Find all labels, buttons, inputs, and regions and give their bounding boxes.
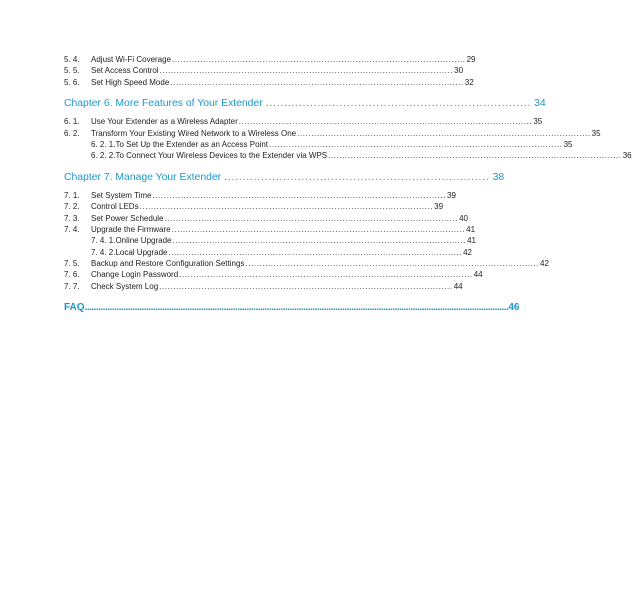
toc-entry[interactable] bbox=[64, 259, 549, 270]
toc-entry[interactable] bbox=[64, 66, 464, 77]
entry-number: 7. 5. bbox=[64, 259, 80, 269]
toc-subentry[interactable] bbox=[64, 139, 573, 151]
table-of-contents bbox=[64, 55, 632, 316]
entry-title: Control LEDs bbox=[91, 202, 139, 212]
entry-page: 39 bbox=[447, 190, 456, 200]
toc-entry[interactable] bbox=[64, 128, 601, 140]
dot-leader: ........................................................................................................ bbox=[139, 202, 434, 212]
dot-leader: ........................................................................................................ bbox=[172, 236, 467, 246]
entry-number: 6. 2. bbox=[64, 128, 80, 138]
toc-entry[interactable] bbox=[64, 224, 476, 236]
dot-leader: ........................................................................................................ bbox=[152, 190, 447, 200]
entry-number: 6. 1. bbox=[64, 117, 80, 127]
entry-title: Set Access Control bbox=[91, 66, 159, 76]
chapter-page: 38 bbox=[492, 171, 505, 183]
entry-page: 44 bbox=[473, 270, 483, 280]
entry-page: 41 bbox=[466, 224, 476, 234]
toc-entry[interactable] bbox=[64, 213, 468, 225]
chapter-title: Chapter 7. Manage Your Extender bbox=[64, 171, 222, 183]
dot-leader: ........................................................................ bbox=[224, 171, 490, 183]
entry-page: 36 bbox=[622, 151, 632, 161]
entry-page: 29 bbox=[466, 55, 476, 64]
chapter-page: 34 bbox=[534, 98, 546, 110]
entry-number: 7. 4. bbox=[64, 224, 80, 234]
dot-leader: ........................................................................................................ bbox=[159, 66, 454, 76]
entry-title: Backup and Restore Configuration Settings bbox=[91, 259, 245, 269]
entry-title: Set System Time bbox=[91, 190, 152, 200]
faq-title: FAQ bbox=[64, 302, 85, 314]
entry-page: 40 bbox=[459, 213, 468, 223]
entry-page: 35 bbox=[591, 128, 601, 138]
entry-title: 7. 4. 1.Online Upgrade bbox=[91, 236, 172, 246]
toc-entry[interactable] bbox=[64, 270, 483, 281]
entry-title: Use Your Extender as a Wireless Adapter bbox=[91, 117, 238, 127]
entry-number: 5. 5. bbox=[64, 66, 80, 76]
dot-leader: .......................................................................................................................................................................................... bbox=[84, 302, 509, 314]
entry-page: 35 bbox=[533, 117, 543, 127]
dot-leader: ........................................................................................................ bbox=[170, 77, 464, 87]
entry-title: Transform Your Existing Wired Network to a Wireless One bbox=[91, 128, 297, 138]
entry-page: 30 bbox=[454, 66, 464, 76]
entry-page: 32 bbox=[464, 77, 474, 87]
dot-leader: ........................................................................................................ bbox=[172, 55, 466, 64]
dot-leader: ........................................................................ bbox=[265, 98, 532, 110]
entry-page: 42 bbox=[463, 247, 472, 257]
entry-number: 7. 3. bbox=[64, 213, 80, 223]
faq-heading[interactable] bbox=[64, 302, 520, 316]
dot-leader: ........................................................................................................ bbox=[159, 281, 453, 291]
entry-number: 5. 6. bbox=[64, 77, 80, 87]
dot-leader: ........................................................................................................ bbox=[238, 117, 533, 127]
toc-entry[interactable] bbox=[64, 202, 444, 213]
entry-page: 44 bbox=[453, 281, 463, 291]
entry-number: 7. 6. bbox=[64, 270, 80, 280]
chapter-title: Chapter 6. More Features of Your Extender bbox=[64, 98, 263, 110]
entry-title: Set High Speed Mode bbox=[91, 77, 170, 87]
dot-leader: ........................................................................................................ bbox=[245, 259, 539, 269]
entry-title: 6. 2. 1.To Set Up the Extender as an Access Point bbox=[91, 139, 268, 149]
entry-number: 7. 7. bbox=[64, 281, 80, 291]
toc-subentry[interactable] bbox=[64, 151, 632, 162]
chapter-heading[interactable] bbox=[64, 171, 505, 186]
entry-title: Change Login Password bbox=[91, 270, 179, 280]
toc-entry[interactable] bbox=[64, 190, 456, 202]
entry-number: 5. 4. bbox=[64, 55, 80, 64]
toc-entry[interactable] bbox=[64, 281, 463, 293]
toc-subentry[interactable] bbox=[64, 247, 472, 259]
entry-number: 7. 2. bbox=[64, 202, 80, 212]
toc-entry[interactable] bbox=[64, 55, 476, 66]
entry-page: 35 bbox=[563, 139, 573, 149]
dot-leader: ........................................................................................................ bbox=[328, 151, 622, 161]
entry-title: Upgrade the Firmware bbox=[91, 224, 171, 234]
dot-leader: ........................................................................................................ bbox=[168, 247, 463, 257]
entry-number: 7. 1. bbox=[64, 190, 80, 200]
entry-title: Adjust Wi-Fi Coverage bbox=[91, 55, 172, 64]
entry-title: 7. 4. 2.Local Upgrade bbox=[91, 247, 168, 257]
entry-title: Set Power Schedule bbox=[91, 213, 164, 223]
faq-page: 46 bbox=[508, 302, 520, 314]
entry-title: Check System Log bbox=[91, 281, 159, 291]
dot-leader: ........................................................................................................ bbox=[179, 270, 473, 280]
toc-subentry[interactable] bbox=[64, 236, 476, 247]
toc-entry[interactable] bbox=[64, 117, 543, 128]
toc-entry[interactable] bbox=[64, 77, 474, 89]
entry-page: 39 bbox=[434, 202, 444, 212]
dot-leader: ........................................................................................................ bbox=[269, 139, 563, 149]
dot-leader: ........................................................................................................ bbox=[297, 128, 591, 138]
entry-title: 6. 2. 2.To Connect Your Wireless Devices to the Extender via WPS bbox=[91, 151, 328, 161]
dot-leader: ........................................................................................................ bbox=[171, 224, 466, 234]
dot-leader: ........................................................................................................ bbox=[164, 213, 459, 223]
chapter-heading[interactable] bbox=[64, 98, 546, 112]
entry-page: 42 bbox=[540, 259, 549, 269]
entry-page: 41 bbox=[467, 236, 476, 246]
